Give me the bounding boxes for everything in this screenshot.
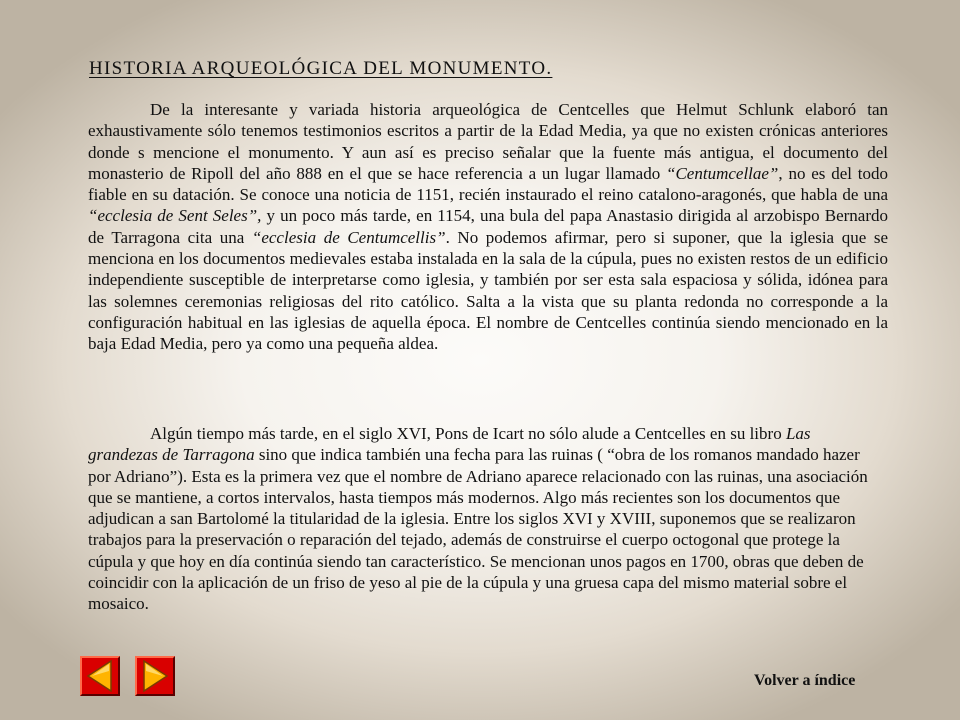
book-title-grandezas: Las grandezas de Tarragona (88, 424, 811, 465)
citation-centumcellae: “Centumcellae” (666, 163, 779, 183)
paragraph-2-text-a: Algún tiempo más tarde, en el siglo XVI, Pons de Icart no sólo alude a Centcelles en su libro (150, 424, 786, 443)
paragraph-1-text-c: y un poco más tarde, en 1154, una bula del papa Anastasio dirigida al arzobispo Bernardo de Tarragona cita una (88, 206, 888, 247)
page-title: HISTORIA ARQUEOLÓGICA DEL MONUMENTO. (89, 58, 553, 79)
next-page-button[interactable] (135, 656, 175, 696)
paragraph-1-text-b: , no es del todo fiable en su datación. Se conoce una noticia de 1151, recién instaurado el reino catalono-aragonés, que habla de una (88, 163, 889, 205)
triangle-left-icon (82, 658, 118, 694)
citation-centumcellis: “ecclesia de Centumcellis” (251, 227, 446, 247)
paragraph-1-text-d: . No podemos afirmar, pero si suponer, que la iglesia que se menciona en los documentos medievales estaba instalada en la sala de la cúpula, pues no existen restos de un edificio independiente susceptible de interpretarse como iglesia, y también por ser esta sala espaciosa y sólida, idónea para las solemnes ceremonias religiosas del rito católico. Salta a la vista que su planta redonda no corresponde a la configuración habitual en las iglesias de aquella época. El nombre de Centcelles continúa siendo mencionado en la baja Edad Media, pero ya como una pequeña aldea. (88, 227, 888, 354)
paragraph-2-text-b: sino que indica también una fecha para las ruinas ( “obra de los romanos mandado hazer por Adriano”). Esta es la primera vez que el nombre de Adriano aparece relacionado con las ruinas, una asociación que se mantiene, a cortos intervalos, hasta tiempos más modernos. Algo más recientes son los documentos que adjudican a san Bartolomé la titularidad de la iglesia. Entre los siglos XVI y XVIII, suponemos que se realizaron trabajos para la preservación o reparación del tejado, además de construirse el cuerpo octogonal que protege la cúpula y que hoy en día continúa siendo tan característico. Se mencionan unos pagos en 1700, obras que deben de coincidir con la aplicación de un friso de yeso al pie de la cúpula y una gruesa capa del mismo material sobre el mosaico. (88, 445, 868, 614)
previous-page-button[interactable] (80, 656, 120, 696)
paragraph-2 (88, 423, 880, 615)
triangle-right-icon (137, 658, 173, 694)
citation-sent-seles: “ecclesia de Sent Seles”, (88, 206, 262, 226)
paragraph-1-text-a: De la interesante y variada historia arqueológica de Centcelles que Helmut Schlunk elaboró tan exhaustivamente sólo tenemos testimonios escritos a partir de la Edad Media, ya que no existen crónicas anteriores donde s mencione el monumento. Y aun así es preciso señalar que la fuente más antigua, el documento del monasterio de Ripoll del año 888 en el que se hace referencia a un lugar llamado (88, 100, 888, 183)
paragraph-1 (88, 99, 888, 355)
back-to-index-link[interactable]: Volver a índice (754, 672, 856, 689)
